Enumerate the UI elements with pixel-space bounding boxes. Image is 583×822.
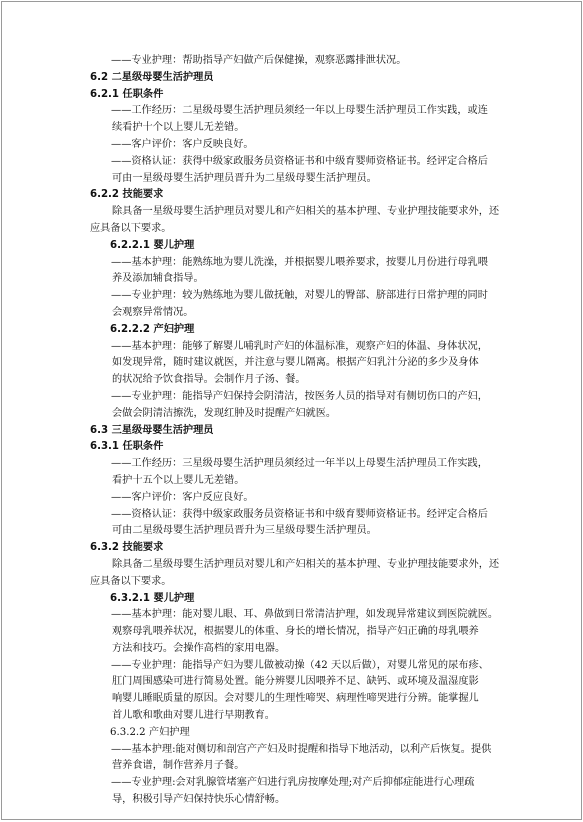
list-item: ——基本护理：能够了解婴儿哺乳时产妇的体温标准，观察产妇的体温、身体状况，	[111, 340, 488, 352]
list-item: ——专业护理：帮助指导产妇做产后保健操，观察恶露排泄状况。	[111, 55, 407, 66]
list-item-continuation: 观察母乳喂养状况，根据婴儿的体重、身长的增长情况，指导产妇正确的母乳喂养	[112, 626, 479, 638]
paragraph: 除具备二星级母婴生活护理员对婴儿和产妇相关的基本护理、专业护理技能要求外，还	[112, 558, 500, 570]
list-item: ——基本护理：能熟练地为婴儿洗澡，并根据婴儿喂养要求，按婴儿月份进行母乳喂	[111, 256, 488, 268]
list-item: ——客户评价：客户反应良好。	[111, 491, 254, 503]
list-item: ——专业护理:会对乳腺管堵塞产妇进行乳房按摩处理;对产后抑郁症能进行心理疏	[111, 777, 475, 789]
clause-heading: 6.3.2.2 产妇护理	[110, 726, 190, 738]
list-item-continuation: 的状况给予饮食指导。会制作月子汤、餐。	[112, 374, 306, 386]
list-item: ——资格认证：获得中级家政服务员资格证书和中级育婴师资格证书。经评定合格后	[111, 508, 488, 520]
list-item-continuation: 肛门周围感染可进行简易处置。能分辨婴儿因喂养不足、缺钙、或环境及温湿度影	[112, 676, 479, 688]
clause-heading: 6.2.2.2 产妇护理	[110, 323, 195, 335]
subsection-heading: 6.2.1 任职条件	[90, 88, 164, 100]
list-item-continuation: 会做会阴清洁擦洗，发现红肿及时提醒产妇就医。	[112, 407, 337, 419]
subsection-heading: 6.3.1 任职条件	[90, 441, 164, 453]
list-item-continuation: 可由一星级母婴生活护理员晋升为二星级母婴生活护理员。	[112, 172, 377, 184]
list-item-continuation: 方法和技巧。会操作高档的家用电器。	[112, 642, 286, 654]
paragraph: 除具备一星级母婴生活护理员对婴儿和产妇相关的基本护理、专业护理技能要求外，还	[112, 206, 500, 218]
list-item-continuation: 养及添加辅食指导。	[112, 273, 204, 285]
list-item: ——专业护理：较为熟练地为婴儿做抚触，对婴儿的臀部、脐部进行日常护理的同时	[111, 290, 488, 302]
list-item-continuation: 导，积极引导产妇保持快乐心情舒畅。	[112, 794, 286, 806]
list-item: ——客户评价：客户反映良好。	[111, 138, 254, 150]
list-item-continuation: 响婴儿睡眠质量的原因。会对婴儿的生理性啼哭、病理性啼哭进行分辨。能掌握儿	[112, 693, 479, 705]
list-item-continuation: 看护十五个以上婴儿无差错。	[112, 474, 245, 486]
list-item: ——工作经历：三星级母婴生活护理员须经过一年半以上母婴生活护理员工作实践，	[111, 458, 488, 470]
document-page	[1, 1, 582, 820]
clause-heading: 6.2.2.1 婴儿护理	[110, 239, 195, 251]
list-item: ——基本护理：能对婴儿眼、耳、鼻做到日常清洁护理，如发现异常建议到医院就医。	[111, 609, 499, 621]
list-item-continuation: 会观察异常情况。	[112, 306, 194, 318]
list-item-continuation: 首儿歌和歌曲对婴儿进行早期教育。	[112, 710, 275, 722]
section-heading: 6.3 三星级母婴生活护理员	[90, 424, 214, 436]
list-item-continuation: 营养食谱，制作营养月子餐。	[112, 760, 245, 772]
clause-heading: 6.3.2.1 婴儿护理	[110, 592, 195, 604]
list-item-continuation: 可由二星级母婴生活护理员晋升为三星级母婴生活护理员。	[112, 525, 377, 537]
subsection-heading: 6.2.2 技能要求	[90, 189, 164, 201]
list-item-continuation: 如发现异常，随时建议就医，并注意与婴儿隔离。根据产妇乳汁分泌的多少及身体	[112, 357, 479, 369]
list-item: ——工作经历：二星级母婴生活护理员须经一年以上母婴生活护理员工作实践，或连	[111, 105, 488, 117]
list-item: ——专业护理：能指导产妇保持会阴清洁，按医务人员的指导对有侧切伤口的产妇，	[111, 390, 488, 402]
section-heading: 6.2 二星级母婴生活护理员	[90, 71, 214, 83]
paragraph-continuation: 应具备以下要求。	[90, 222, 172, 234]
list-item: ——专业护理：能指导产妇为婴儿做被动操（42 天以后做），对婴儿常见的尿布疹、	[111, 659, 489, 671]
document-body	[90, 53, 500, 809]
subsection-heading: 6.3.2 技能要求	[90, 542, 164, 554]
list-item: ——资格认证：获得中级家政服务员资格证书和中级育婴师资格证书。经评定合格后	[111, 155, 488, 167]
list-item: ——基本护理:能对侧切和剖宫产产妇及时提醒和指导下地活动，以利产后恢复。提供	[111, 743, 492, 755]
paragraph-continuation: 应具备以下要求。	[90, 575, 172, 587]
list-item-continuation: 续看护十个以上婴儿无差错。	[112, 122, 245, 134]
